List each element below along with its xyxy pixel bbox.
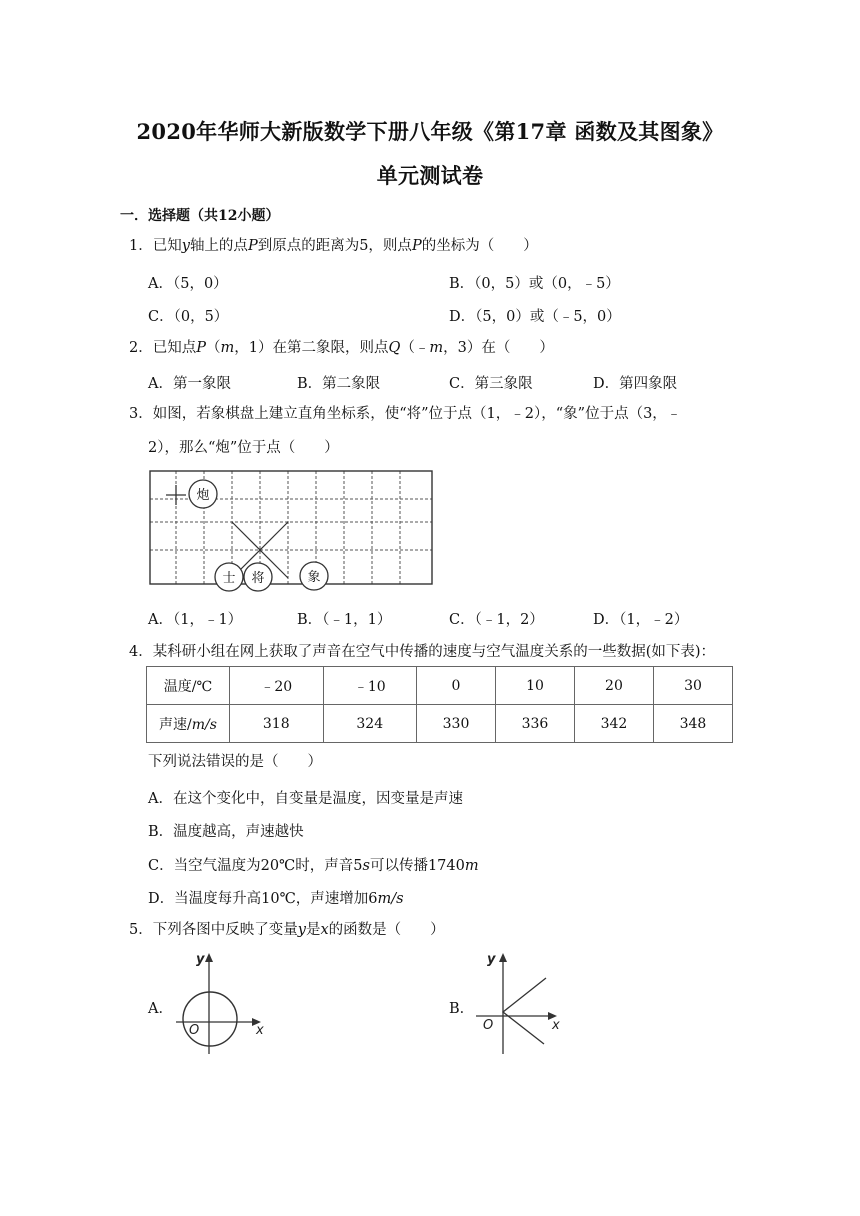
piece-shi: 士 <box>222 571 236 586</box>
table-cell: 318 <box>230 705 324 743</box>
y-axis-arrow-icon <box>205 953 213 962</box>
question-3-option-a: A．（1，﹣1） <box>148 612 243 628</box>
table-header-temperature: 温度/℃ <box>147 667 230 705</box>
table-cell: 20 <box>574 667 653 705</box>
y-axis-arrow-icon <box>499 953 507 962</box>
question-4-stem: 4．某科研小组在网上获取了声音在空气中传播的速度与空气温度关系的一些数据(如下表)： <box>129 644 716 660</box>
piece-jiang: 将 <box>251 571 265 586</box>
document-title-line1: 2020年华师大新版数学下册八年级《第17章 函数及其图象》 <box>136 119 724 144</box>
cannon-marker <box>166 485 186 505</box>
origin-label: O <box>483 1018 494 1033</box>
table-cell: ﹣20 <box>230 667 324 705</box>
question-1-stem: 1．已知y轴上的点P到原点的距离为5，则点P的坐标为（ ） <box>129 238 538 254</box>
question-5-option-b-label: B． <box>449 1001 475 1017</box>
question-4-option-d: D．当温度每升高10℃，声速增加6m/s <box>148 891 404 907</box>
table-cell: 0 <box>417 667 496 705</box>
table-cell: 342 <box>574 705 653 743</box>
question-5-option-a-label: A． <box>148 1001 173 1017</box>
section-heading: 一．选择题（共12小题） <box>120 208 280 224</box>
table-header-speed: 声速/m/s <box>147 705 230 743</box>
question-1-option-b: B．（0，5）或（0，﹣5） <box>449 276 620 292</box>
question-3-option-b: B．（﹣1，1） <box>297 612 392 628</box>
question-4-option-b: B．温度越高，声速越快 <box>148 824 304 840</box>
question-2-option-c: C．第三象限 <box>449 376 533 392</box>
x-axis-label: x <box>256 1023 264 1038</box>
table-cell: 330 <box>417 705 496 743</box>
table-cell: 336 <box>495 705 574 743</box>
table-row <box>147 705 733 743</box>
table-cell: 10 <box>495 667 574 705</box>
y-axis-label: y <box>487 952 496 967</box>
question-2-option-d: D．第四象限 <box>593 376 678 392</box>
document-title-line2: 单元测试卷 <box>376 163 484 188</box>
question-3-stem-line2: 2），那么“炮”位于点（ ） <box>148 440 339 456</box>
question-1-option-d: D．（5，0）或（﹣5，0） <box>449 309 621 325</box>
temperature-speed-table <box>146 666 733 743</box>
x-axis-label: x <box>552 1018 560 1033</box>
question-5-graph-b <box>468 950 568 1056</box>
table-cell: 348 <box>653 705 732 743</box>
origin-label: O <box>189 1023 200 1038</box>
piece-pao: 炮 <box>196 488 210 503</box>
question-4-option-c: C．当空气温度为20℃时，声音5s可以传播1740m <box>148 858 479 874</box>
question-2-option-a: A．第一象限 <box>148 376 231 392</box>
question-5-graph-a <box>168 950 272 1056</box>
question-3-option-c: C．（﹣1，2） <box>449 612 544 628</box>
question-1-option-a: A．（5，0） <box>148 276 228 292</box>
y-axis-label: y <box>196 952 205 967</box>
question-3-option-d: D．（1，﹣2） <box>593 612 689 628</box>
question-1-option-c: C．（0，5） <box>148 309 229 325</box>
v-shaped-curve <box>503 978 546 1044</box>
question-5-stem: 5．下列各图中反映了变量y是x的函数是（ ） <box>129 922 445 938</box>
question-4-option-a: A．在这个变化中，自变量是温度，因变量是声速 <box>148 791 463 807</box>
question-4-prompt: 下列说法错误的是（ ） <box>148 754 322 770</box>
question-2-stem: 2．已知点P（m，1）在第二象限，则点Q（﹣m，3）在（ ） <box>129 340 554 356</box>
chessboard-figure <box>148 466 438 592</box>
question-3-stem-line1: 3．如图，若象棋盘上建立直角坐标系，使“将”位于点（1，﹣2），“象”位于点（3，﹣ <box>129 406 682 422</box>
table-row <box>147 667 733 705</box>
question-2-option-b: B．第二象限 <box>297 376 381 392</box>
table-cell: 324 <box>323 705 417 743</box>
table-cell: ﹣10 <box>323 667 417 705</box>
piece-xiang: 象 <box>307 570 321 585</box>
table-cell: 30 <box>653 667 732 705</box>
